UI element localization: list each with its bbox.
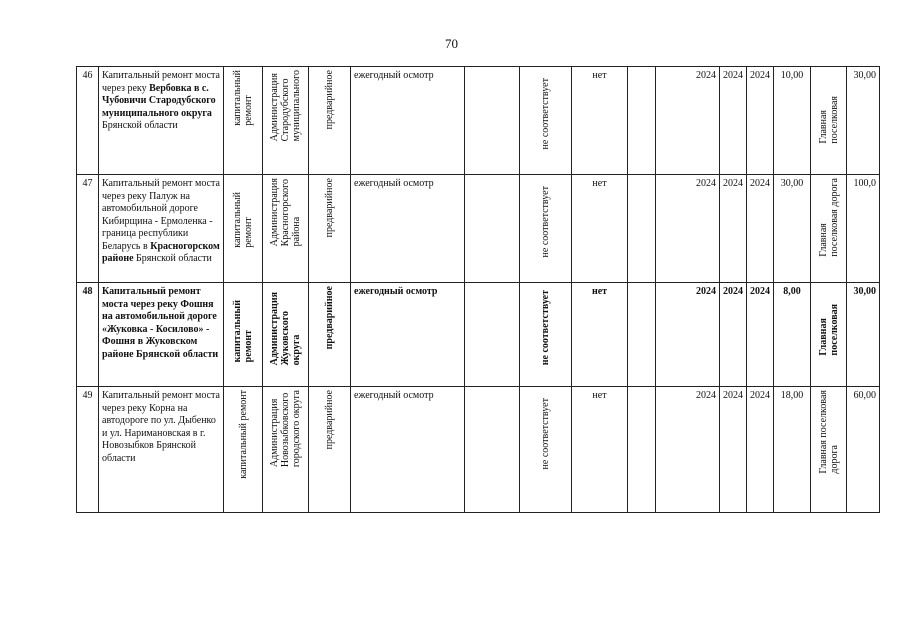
- row-number: 46: [77, 67, 99, 175]
- empty-cell: [628, 67, 656, 175]
- work-type: капитальный ремонт: [232, 70, 254, 126]
- project-name: Капитальный ремонт моста через реку Корна на автодороге по ул. Дыбенко и ул. Наримановская в г. Новозыбков Брянской области: [99, 387, 224, 513]
- project-name: Капитальный ремонт моста через реку Вербовка в с. Чубовичи Стародубского муниципального округа Брянской области: [99, 67, 224, 175]
- row-number: 47: [77, 175, 99, 283]
- year-design: 2024: [720, 283, 747, 387]
- year-start: 2024: [656, 67, 720, 175]
- work-type-cell: [224, 387, 263, 513]
- inspection: ежегодный осмотр: [351, 67, 465, 175]
- compliance: не соответствует: [540, 186, 551, 258]
- availability: нет: [572, 387, 628, 513]
- empty-cell: [465, 175, 520, 283]
- stage-cell: [309, 67, 351, 175]
- owner-cell: [263, 67, 309, 175]
- cost: 30,00: [847, 283, 880, 387]
- cost: 30,00: [847, 67, 880, 175]
- year-end: 2024: [747, 387, 774, 513]
- work-type-cell: [224, 283, 263, 387]
- road-category: Главная поселковая дорога: [817, 178, 840, 257]
- stage: предварийное: [324, 70, 335, 130]
- empty-cell: [465, 387, 520, 513]
- project-name: Капитальный ремонт моста через реку Палуж на автомобильной дороге Кибирщина - Ермоленка - граница республики Беларусь в Красногорском районе Брянской области: [99, 175, 224, 283]
- compliance-cell: [520, 387, 572, 513]
- year-start: 2024: [656, 387, 720, 513]
- road-cell: [811, 67, 847, 175]
- compliance-cell: [520, 67, 572, 175]
- work-type: капитальный ремонт: [232, 300, 254, 363]
- year-end: 2024: [747, 175, 774, 283]
- owner-cell: [263, 175, 309, 283]
- empty-cell: [628, 387, 656, 513]
- work-type-cell: [224, 67, 263, 175]
- compliance-cell: [520, 283, 572, 387]
- project-name: Капитальный ремонт моста через реку Фошня на автомобильной дороге «Жуковка - Косилово» - Фошня в Жуковском районе Брянской области: [99, 283, 224, 387]
- length: 18,00: [774, 387, 811, 513]
- work-type-cell: [224, 175, 263, 283]
- road-cell: [811, 387, 847, 513]
- availability: нет: [572, 283, 628, 387]
- year-end: 2024: [747, 283, 774, 387]
- road-category: Главная поселковая: [817, 96, 840, 144]
- empty-cell: [465, 67, 520, 175]
- year-design: 2024: [720, 175, 747, 283]
- stage: предварийное: [324, 390, 335, 450]
- empty-cell: [628, 175, 656, 283]
- road-cell: [811, 175, 847, 283]
- empty-cell: [628, 283, 656, 387]
- inspection: ежегодный осмотр: [351, 283, 465, 387]
- page-number: 70: [445, 36, 458, 51]
- table-row: [77, 175, 880, 283]
- row-number: 49: [77, 387, 99, 513]
- stage-cell: [309, 175, 351, 283]
- inspection: ежегодный осмотр: [351, 175, 465, 283]
- year-start: 2024: [656, 175, 720, 283]
- length: 10,00: [774, 67, 811, 175]
- year-start: 2024: [656, 283, 720, 387]
- availability: нет: [572, 175, 628, 283]
- road-category: Главная поселковая: [817, 304, 840, 356]
- availability: нет: [572, 67, 628, 175]
- road-category: Главная поселковая дорога: [817, 390, 840, 474]
- cost: 60,00: [847, 387, 880, 513]
- cost: 100,0: [847, 175, 880, 283]
- work-type: капитальный ремонт: [237, 390, 249, 479]
- compliance-cell: [520, 175, 572, 283]
- work-type: капитальный ремонт: [232, 192, 254, 248]
- row-number: 48: [77, 283, 99, 387]
- year-design: 2024: [720, 67, 747, 175]
- inspection: ежегодный осмотр: [351, 387, 465, 513]
- stage: предварийное: [324, 178, 335, 238]
- compliance: не соответствует: [540, 398, 551, 470]
- compliance: не соответствует: [540, 78, 551, 150]
- empty-cell: [465, 283, 520, 387]
- stage-cell: [309, 283, 351, 387]
- owner-cell: [263, 387, 309, 513]
- bridge-repair-table: [76, 66, 880, 513]
- compliance: не соответствует: [540, 290, 551, 366]
- owner: Администрация Красногорского района: [269, 178, 302, 247]
- length: 8,00: [774, 283, 811, 387]
- stage-cell: [309, 387, 351, 513]
- year-design: 2024: [720, 387, 747, 513]
- stage: предварийное: [324, 286, 335, 350]
- year-end: 2024: [747, 67, 774, 175]
- length: 30,00: [774, 175, 811, 283]
- owner: Администрация Жуковского округа: [269, 292, 302, 366]
- table-row: [77, 387, 880, 513]
- table-row: [77, 67, 880, 175]
- owner-cell: [263, 283, 309, 387]
- table-row: [77, 283, 880, 387]
- road-cell: [811, 283, 847, 387]
- owner: Администрация Стародубского муниципального: [269, 70, 302, 142]
- owner: Администрация Новозыбковского городского округа: [269, 390, 302, 468]
